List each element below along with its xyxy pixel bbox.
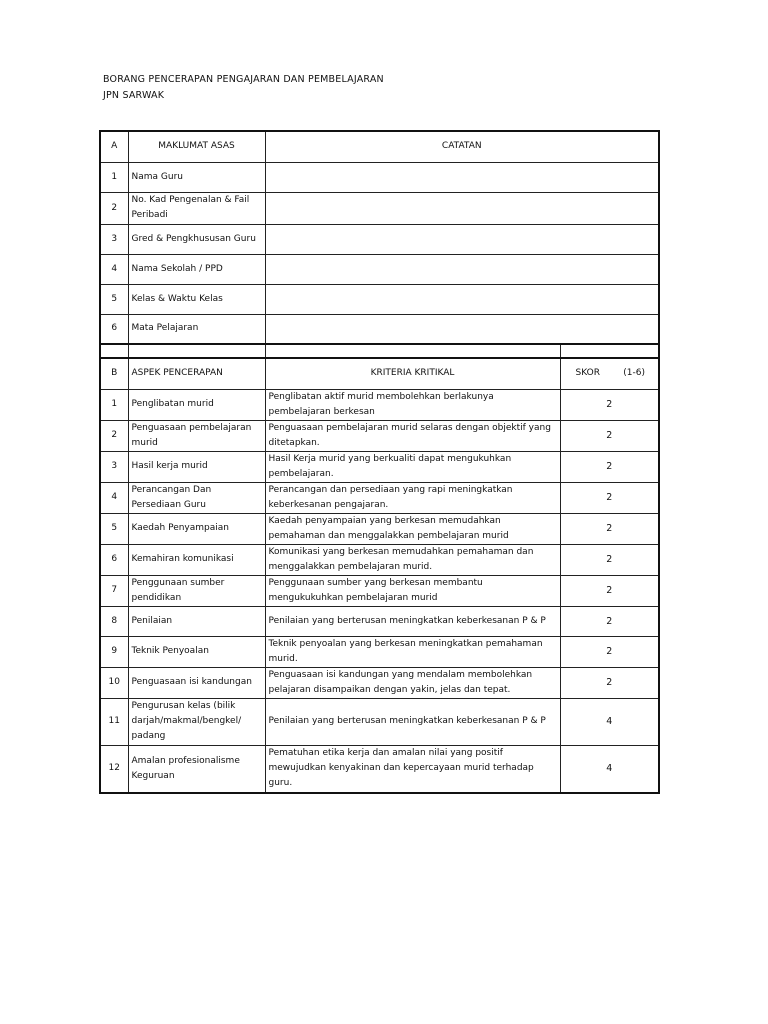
row-number: 2 (100, 192, 128, 224)
row-number: 4 (100, 254, 128, 284)
row-number: 10 (100, 667, 128, 698)
section-b-row (100, 667, 659, 698)
section-b-row (100, 513, 659, 544)
section-b-row (100, 745, 659, 793)
info-label: Mata Pelajaran (128, 314, 265, 344)
score-field[interactable]: 2 (560, 667, 659, 698)
score-field[interactable]: 4 (560, 698, 659, 745)
separator-cell (560, 344, 659, 358)
score-field[interactable]: 2 (560, 389, 659, 420)
aspect-label: Penglibatan murid (128, 389, 265, 420)
aspect-label: Kemahiran komunikasi (128, 544, 265, 575)
row-number: 9 (100, 636, 128, 667)
section-b-row (100, 606, 659, 636)
section-b-row (100, 389, 659, 420)
row-number: 3 (100, 224, 128, 254)
section-b-score-header (560, 358, 659, 389)
section-a-row (100, 254, 659, 284)
aspect-label: Teknik Penyoalan (128, 636, 265, 667)
info-label: Nama Guru (128, 162, 265, 192)
row-number: 12 (100, 745, 128, 793)
section-b-row (100, 544, 659, 575)
score-field[interactable]: 2 (560, 606, 659, 636)
score-header-range: (1-6) (623, 368, 645, 379)
row-number: 4 (100, 482, 128, 513)
row-number: 2 (100, 420, 128, 451)
row-number: 11 (100, 698, 128, 745)
score-field[interactable]: 2 (560, 636, 659, 667)
info-label: Kelas & Waktu Kelas (128, 284, 265, 314)
score-header-label: SKOR (575, 368, 600, 379)
criteria-text: Penilaian yang berterusan meningkatkan keberkesanan P & P (265, 698, 560, 745)
criteria-text: Penggunaan sumber yang berkesan membantu mengukukuhkan pembelajaran murid (265, 575, 560, 606)
info-label: Gred & Pengkhususan Guru (128, 224, 265, 254)
score-field[interactable]: 2 (560, 482, 659, 513)
row-number: 8 (100, 606, 128, 636)
section-a-row (100, 192, 659, 224)
section-b-row (100, 451, 659, 482)
row-number: 6 (100, 314, 128, 344)
row-number: 5 (100, 284, 128, 314)
section-b-header-row (100, 358, 659, 389)
section-a-row (100, 162, 659, 192)
aspect-label: Pengurusan kelas (bilik darjah/makmal/bengkel/ padang (128, 698, 265, 745)
section-b-row (100, 636, 659, 667)
score-field[interactable]: 2 (560, 575, 659, 606)
aspect-label: Penguasaan isi kandungan (128, 667, 265, 698)
observation-form-table (99, 130, 660, 794)
form-subtitle: JPN SARWAK (103, 90, 165, 101)
notes-field-kad-pengenalan[interactable] (265, 192, 659, 224)
aspect-label: Penguasaan pembelajaran murid (128, 420, 265, 451)
criteria-text: Penguasaan isi kandungan yang mendalam membolehkan pelajaran disampaikan dengan yakin, jelas dan tepat. (265, 667, 560, 698)
score-field[interactable]: 4 (560, 745, 659, 793)
row-number: 7 (100, 575, 128, 606)
section-a-notes-header: CATATAN (265, 131, 659, 162)
section-b-row (100, 575, 659, 606)
form-title: BORANG PENCERAPAN PENGAJARAN DAN PEMBELAJARAN (103, 74, 384, 85)
section-a-row (100, 284, 659, 314)
aspect-label: Kaedah Penyampaian (128, 513, 265, 544)
criteria-text: Komunikasi yang berkesan memudahkan pemahaman dan menggalakkan pembelajaran murid. (265, 544, 560, 575)
aspect-label: Amalan profesionalisme Keguruan (128, 745, 265, 793)
section-b-row (100, 482, 659, 513)
info-label: No. Kad Pengenalan & Fail Peribadi (128, 192, 265, 224)
section-a-header-row (100, 131, 659, 162)
score-field[interactable]: 2 (560, 544, 659, 575)
criteria-text: Teknik penyoalan yang berkesan meningkatkan pemahaman murid. (265, 636, 560, 667)
row-number: 6 (100, 544, 128, 575)
criteria-text: Kaedah penyampaian yang berkesan memudahkan pemahaman dan menggalakkan pembelajaran murid (265, 513, 560, 544)
notes-field-kelas-waktu[interactable] (265, 284, 659, 314)
row-number: 5 (100, 513, 128, 544)
section-separator (100, 344, 659, 358)
separator-cell (100, 344, 128, 358)
row-number: 1 (100, 162, 128, 192)
section-b-row (100, 698, 659, 745)
aspect-label: Penggunaan sumber pendidikan (128, 575, 265, 606)
form-header (103, 72, 384, 104)
notes-field-nama-guru[interactable] (265, 162, 659, 192)
score-field[interactable]: 2 (560, 451, 659, 482)
score-field[interactable]: 2 (560, 420, 659, 451)
section-a-row (100, 224, 659, 254)
section-a-row (100, 314, 659, 344)
notes-field-nama-sekolah[interactable] (265, 254, 659, 284)
notes-field-gred[interactable] (265, 224, 659, 254)
section-b-code: B (100, 358, 128, 389)
row-number: 3 (100, 451, 128, 482)
criteria-text: Perancangan dan persediaan yang rapi meningkatkan keberkesanan pengajaran. (265, 482, 560, 513)
info-label: Nama Sekolah / PPD (128, 254, 265, 284)
row-number: 1 (100, 389, 128, 420)
criteria-text: Pematuhan etika kerja dan amalan nilai yang positif mewujudkan kenyakinan dan kepercayaan murid terhadap guru. (265, 745, 560, 793)
aspect-label: Hasil kerja murid (128, 451, 265, 482)
criteria-text: Hasil Kerja murid yang berkualiti dapat mengukuhkan pembelajaran. (265, 451, 560, 482)
section-b-row (100, 420, 659, 451)
section-a-code: A (100, 131, 128, 162)
section-a-label-header: MAKLUMAT ASAS (128, 131, 265, 162)
criteria-text: Penglibatan aktif murid membolehkan berlakunya pembelajaran berkesan (265, 389, 560, 420)
separator-cell (265, 344, 560, 358)
section-b-criteria-header: KRITERIA KRITIKAL (265, 358, 560, 389)
aspect-label: Perancangan Dan Persediaan Guru (128, 482, 265, 513)
separator-cell (128, 344, 265, 358)
aspect-label: Penilaian (128, 606, 265, 636)
section-b-aspect-header: ASPEK PENCERAPAN (128, 358, 265, 389)
score-field[interactable]: 2 (560, 513, 659, 544)
criteria-text: Penilaian yang berterusan meningkatkan keberkesanan P & P (265, 606, 560, 636)
notes-field-mata-pelajaran[interactable] (265, 314, 659, 344)
criteria-text: Penguasaan pembelajaran murid selaras dengan objektif yang ditetapkan. (265, 420, 560, 451)
